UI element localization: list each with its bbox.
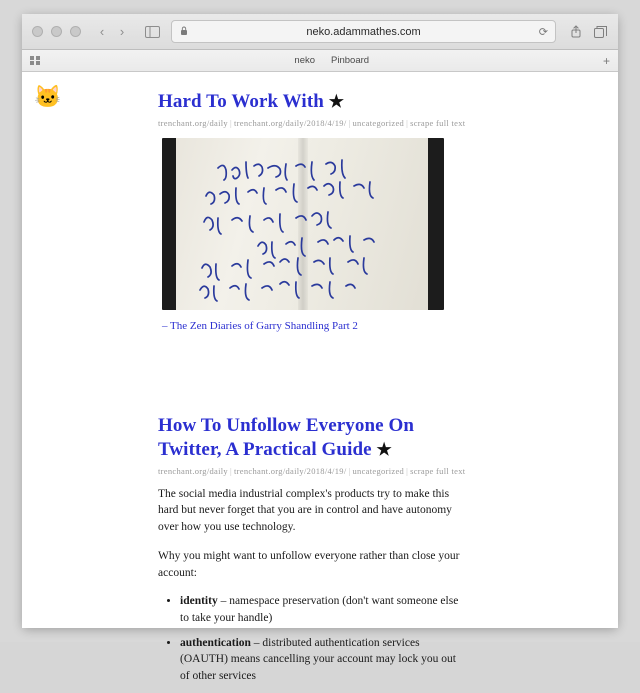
post-paragraph: Why you might want to unfollow everyone rather than close your account: [158,549,460,579]
post-bullet-list [158,593,466,684]
close-window-button[interactable] [32,26,43,37]
post-title-text: How To Unfollow Everyone On Twitter, A Practical Guide [158,414,415,460]
bookmarks-bar [22,50,618,72]
list-item-term: authentication [180,636,251,649]
list-item-text: – namespace preservation (don't want someone else to take your handle) [180,595,459,624]
meta-scrape-action[interactable]: scrape full text [410,117,466,128]
meta-permalink[interactable]: trenchant.org/daily/2018/4/19/ [234,465,347,476]
zoom-window-button[interactable] [70,26,81,37]
bookmark-pinboard[interactable]: Pinboard [331,55,370,66]
list-item-text: – distributed authentication services (OAUTH) means cancelling your account may lock you out of other services [180,636,456,682]
list-item [180,635,466,685]
share-icon[interactable] [568,24,584,40]
handwriting-graphic [162,138,444,310]
post-paragraph: The social media industrial complex's products try to make this hard but never forget that you are in control and have autonomy over how you use technology. [158,487,452,534]
meta-category[interactable]: uncategorized [352,465,405,476]
sidebar-icon[interactable] [141,23,163,41]
navigation-buttons [93,22,131,42]
lock-icon [180,26,188,38]
post-image[interactable] [162,138,444,310]
star-icon[interactable]: ★ [376,439,392,459]
tabs-icon[interactable] [592,24,608,40]
browser-window [22,14,618,682]
list-item [180,593,466,626]
reload-icon[interactable]: ⟳ [538,26,548,38]
post-title-unfollow[interactable] [158,414,466,462]
meta-source[interactable]: trenchant.org/daily [158,465,228,476]
toolbar-right-actions [568,24,608,40]
address-bar-url: neko.adammathes.com [306,25,421,38]
image-caption[interactable]: – The Zen Diaries of Garry Shandling Part 2 [162,319,358,332]
article-column [158,80,466,693]
bookmark-items [294,55,369,66]
star-icon[interactable]: ★ [328,92,345,111]
show-all-bookmarks-icon[interactable] [30,56,40,66]
meta-source[interactable]: trenchant.org/daily [158,117,228,128]
post-meta: trenchant.org/daily | trenchant.org/daily/2018/4/19/ | uncategorized | scrape full text [158,465,466,476]
minimize-window-button[interactable] [51,26,62,37]
page-title[interactable] [158,90,466,114]
post-meta: trenchant.org/daily | trenchant.org/daily/2018/4/19/ | uncategorized | scrape full text [158,117,466,128]
list-item-term: identity [180,595,218,608]
browser-toolbar [22,14,618,50]
back-icon[interactable]: ‹ [99,24,105,39]
bookmark-neko[interactable]: neko [294,55,316,66]
page-content [22,72,618,682]
forward-icon[interactable]: › [119,24,125,39]
window-controls [32,26,81,37]
cat-icon: 🐱 [34,84,62,109]
post-spacer [158,332,466,404]
add-bookmark-icon[interactable]: + [602,53,610,68]
address-bar[interactable] [171,20,556,43]
meta-category[interactable]: uncategorized [352,117,405,128]
meta-permalink[interactable]: trenchant.org/daily/2018/4/19/ [234,117,347,128]
post-title-text: Hard To Work With [158,91,324,112]
meta-scrape-action[interactable]: scrape full text [410,465,466,476]
